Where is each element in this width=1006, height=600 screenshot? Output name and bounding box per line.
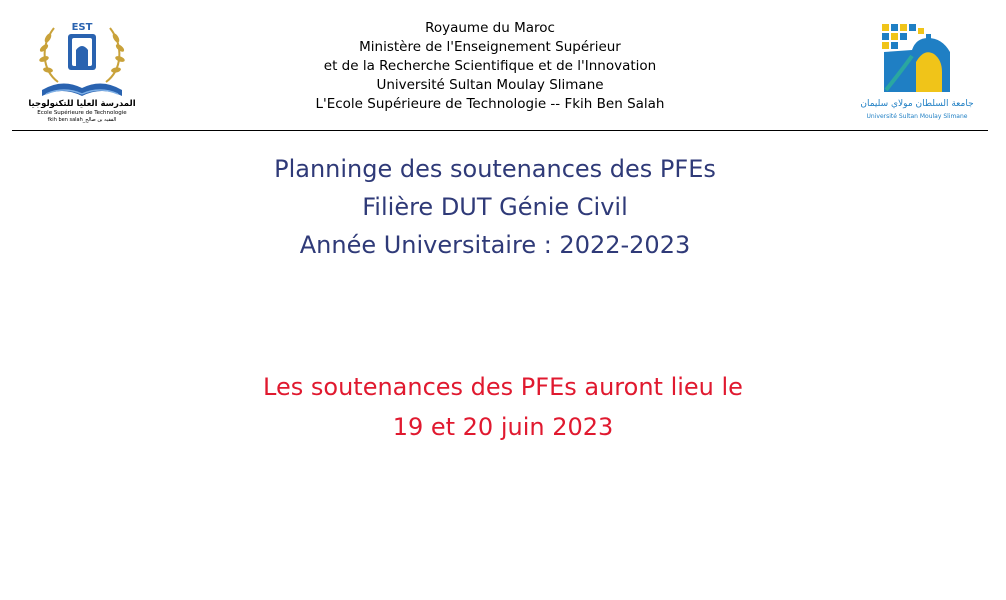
title-planning: Planninge des soutenances des PFEs [274, 155, 716, 183]
header-line-school: L'Ecole Supérieure de Technologie -- Fkih Ben Salah [315, 96, 665, 112]
defense-date-notice [0, 367, 1006, 447]
usms-logo [860, 20, 974, 124]
est-emblem-graphic [28, 12, 136, 124]
svg-text:المدرسة العليا للتكنولوجيا: المدرسة العليا للتكنولوجيا [28, 99, 136, 109]
svg-text:جامعة السلطان مولاي سليمان: جامعة السلطان مولاي سليمان [860, 99, 974, 109]
header-divider [12, 130, 988, 131]
header-line-ministry: Ministère de l'Enseignement Supérieur [359, 39, 621, 55]
header-line-research: et de la Recherche Scientifique et de l'Innovation [323, 58, 657, 74]
title-filiere: Filière DUT Génie Civil [362, 193, 628, 221]
est-logo [28, 12, 136, 124]
title-annee: Année Universitaire : 2022-2023 [299, 231, 691, 259]
svg-text:Ecole Supérieure de Technologi: Ecole Supérieure de Technologie [37, 110, 127, 116]
notice-line-dates: 19 et 20 juin 2023 [392, 413, 614, 441]
est-logo-text: EST [71, 22, 93, 33]
svg-text:Université Sultan Moulay Slima: Université Sultan Moulay Slimane [866, 113, 968, 120]
institution-header [250, 19, 730, 114]
header-line-kingdom: Royaume du Maroc [425, 20, 555, 36]
notice-line-1: Les soutenances des PFEs auront lieu le [263, 373, 743, 401]
svg-text:fkih ben salah_الفقيه بن صالح: fkih ben salah_الفقيه بن صالح [47, 117, 117, 123]
document-title [0, 150, 990, 264]
usms-emblem-graphic [860, 20, 974, 124]
header-line-university: Université Sultan Moulay Slimane [376, 77, 604, 93]
